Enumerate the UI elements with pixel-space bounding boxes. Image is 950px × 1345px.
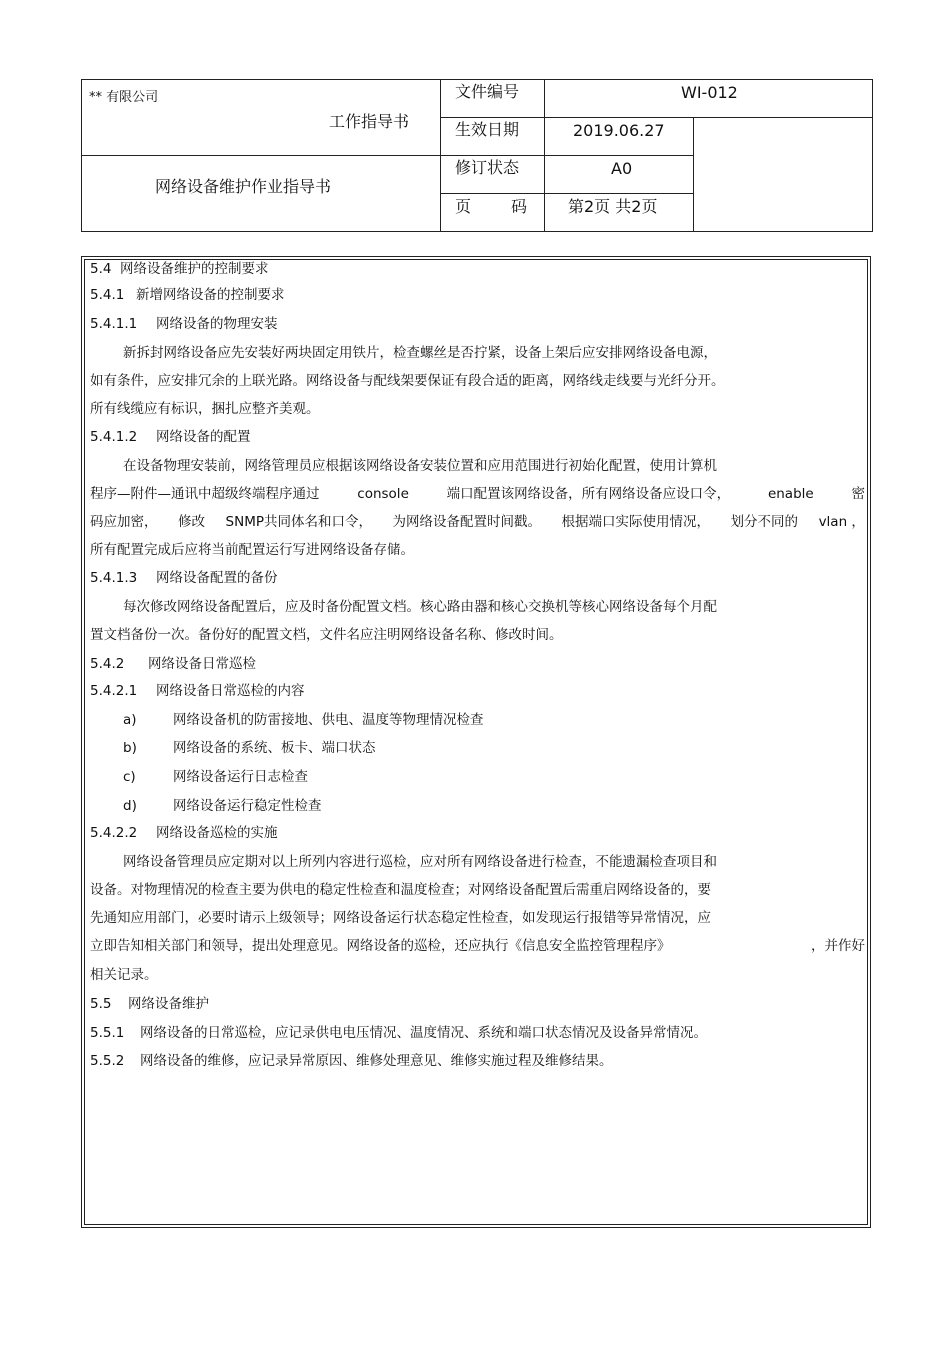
page-value: 第2页 共2页 (568, 197, 658, 216)
doc-title: 网络设备维护作业指导书 (155, 177, 332, 196)
table-divider (440, 193, 694, 194)
section-heading: 5.5 网络设备维护 (90, 996, 209, 1012)
paragraph-line: 先通知应用部门，必要时请示上级领导；网络设备运行状态稳定性检查，如发现运行报错等异常情况，应 (90, 910, 711, 926)
table-border (81, 79, 873, 80)
table-divider (693, 117, 694, 232)
list-item: c) 网络设备运行日志检查 (123, 769, 308, 785)
paragraph-line: 所有线缆应有标识，捆扎应整齐美观。 (90, 401, 320, 417)
paragraph-line: 在设备物理安装前，网络管理员应根据该网络设备安装位置和应用范围进行初始化配置，使用计算机 (123, 458, 717, 474)
table-divider (440, 117, 873, 118)
section-heading: 5.5.1 网络设备的日常巡检，应记录供电电压情况、温度情况、系统和端口状态情况及设备异常情况。 (90, 1025, 707, 1041)
table-border (81, 231, 873, 232)
table-border (872, 79, 873, 232)
revision-label: 修订状态 (455, 158, 520, 177)
paragraph-line: 设备。对物理情况的检查主要为供电的稳定性检查和温度检查；对网络设备配置后需重启网络设备的，要 (90, 882, 711, 898)
paragraph-line: 如有条件，应安排冗余的上联光路。网络设备与配线架要保证有段合适的距离，网络线走线要与光纤分开。 (90, 373, 725, 389)
paragraph-line: 立即告知相关部门和领导，提出处理意见。网络设备的巡检，还应执行《信息安全监控管理程序》 ，并作好 (90, 938, 865, 954)
paragraph-line: 相关记录。 (90, 967, 158, 983)
list-item: b) 网络设备的系统、板卡、端口状态 (123, 740, 376, 756)
doc-no-label: 文件编号 (455, 82, 520, 101)
list-item: a) 网络设备机的防雷接地、供电、温度等物理情况检查 (123, 712, 484, 728)
table-divider (81, 155, 441, 156)
doc-type: 工作指导书 (329, 112, 410, 131)
section-heading: 5.4.1.3 网络设备配置的备份 (90, 570, 278, 586)
company-name: ** 有限公司 (89, 90, 159, 105)
doc-no-value: WI-012 (681, 83, 738, 102)
paragraph-line: 码应加密， 修改 SNMP共同体名和口令， 为网络设备配置时间戳。 根据端口实际使用情况， 划分不同的 vlan ， (90, 514, 865, 530)
paragraph-line: 网络设备管理员应定期对以上所列内容进行巡检，应对所有网络设备进行检查，不能遗漏检查项目和 (123, 854, 717, 870)
list-item: d) 网络设备运行稳定性检查 (123, 798, 322, 814)
section-heading: 5.4.2 网络设备日常巡检 (90, 656, 256, 672)
section-heading: 5.4.1.1 网络设备的物理安装 (90, 316, 278, 332)
page-label-2: 码 (511, 197, 528, 216)
paragraph-line: 程序—附件—通讯中超级终端程序通过 console 端口配置该网络设备，所有网络设备应设口令， enable 密 (90, 486, 865, 502)
section-heading: 5.4 网络设备维护的控制要求 (90, 261, 269, 277)
paragraph-line: 所有配置完成后应将当前配置运行写进网络设备存储。 (90, 542, 414, 558)
section-heading: 5.5.2 网络设备的维修，应记录异常原因、维修处理意见、维修实施过程及维修结果。 (90, 1053, 613, 1069)
paragraph-line: 置文档备份一次。备份好的配置文档，文件名应注明网络设备名称、修改时间。 (90, 627, 563, 643)
paragraph-line: 新拆封网络设备应先安装好两块固定用铁片，检查螺丝是否拧紧，设备上架后应安排网络设备电源， (123, 345, 717, 361)
table-divider (440, 155, 694, 156)
effective-date-label: 生效日期 (455, 120, 520, 139)
effective-date-value: 2019.06.27 (573, 121, 665, 140)
header-table (81, 79, 873, 232)
revision-value: A0 (611, 159, 633, 178)
paragraph-line: 每次修改网络设备配置后，应及时备份配置文档。核心路由器和核心交换机等核心网络设备每个月配 (123, 599, 717, 615)
section-heading: 5.4.1.2 网络设备的配置 (90, 429, 251, 445)
section-heading: 5.4.2.2 网络设备巡检的实施 (90, 825, 278, 841)
section-heading: 5.4.2.1 网络设备日常巡检的内容 (90, 683, 305, 699)
section-heading: 5.4.1 新增网络设备的控制要求 (90, 287, 285, 303)
page-label-1: 页 (455, 197, 472, 216)
